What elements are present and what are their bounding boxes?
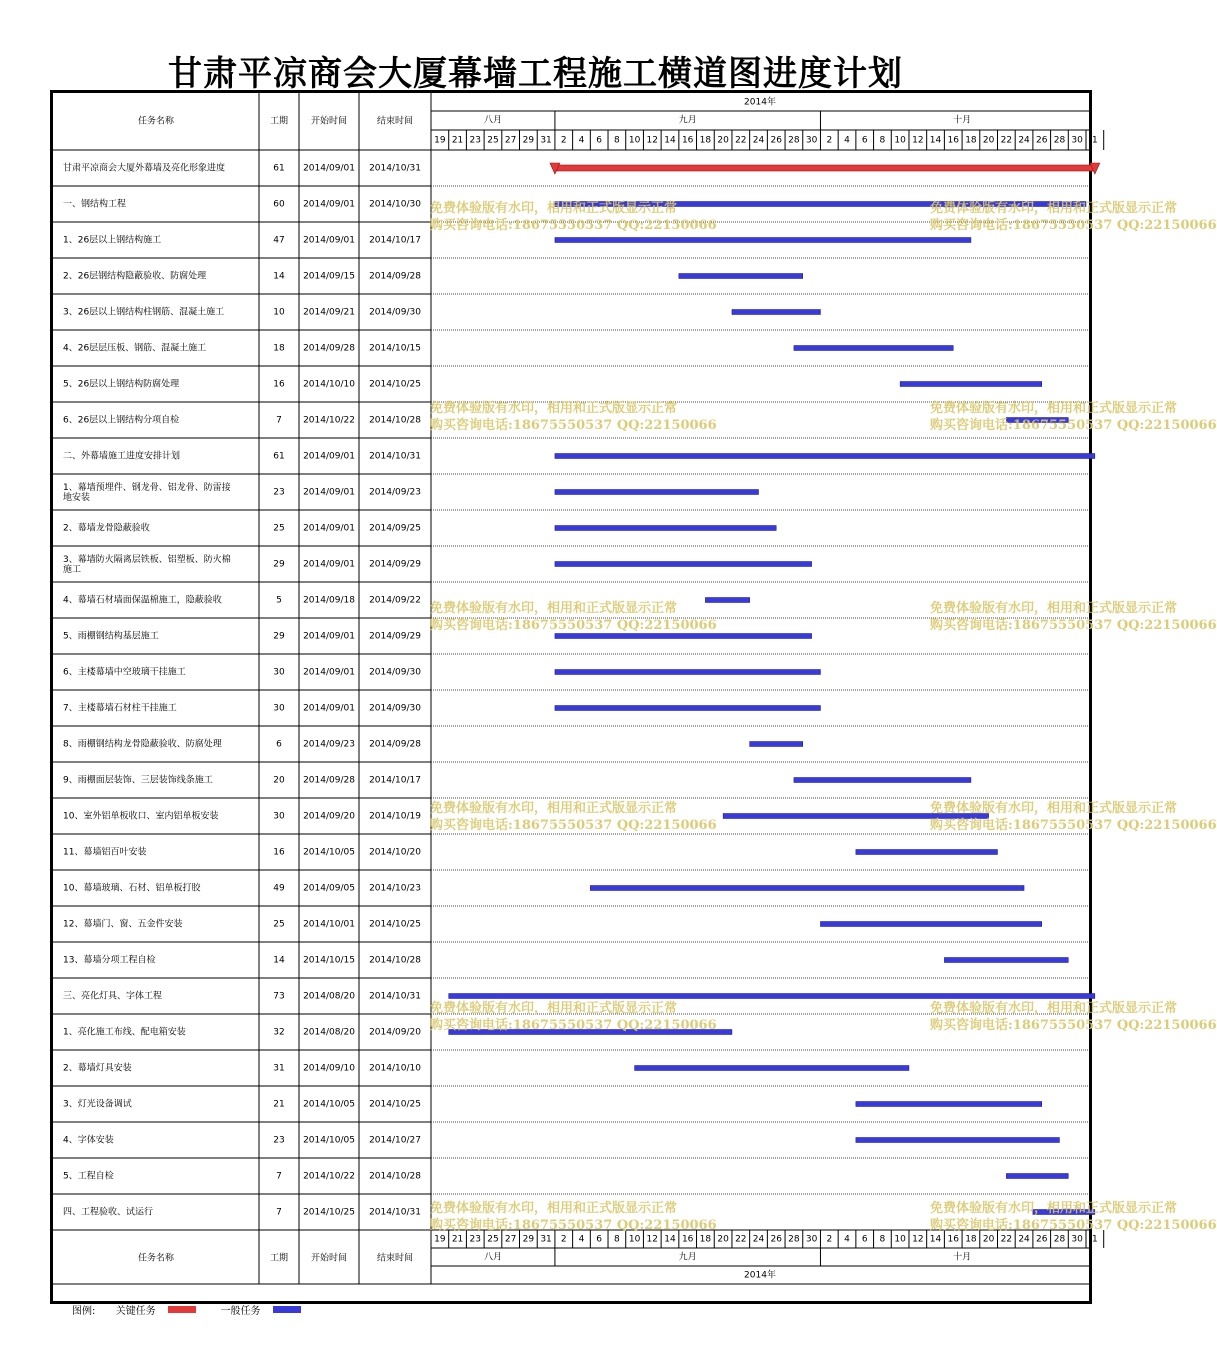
task-duration-20: 49	[273, 883, 285, 894]
footer-day-tick-7: 2	[560, 1234, 567, 1245]
watermark-line-2: 购买咨询电话:18675550537 QQ:22150066	[930, 818, 1217, 833]
footer-day-tick-22: 2	[826, 1234, 833, 1245]
task-end-23: 2014/10/31	[369, 991, 421, 1002]
footer-day-tick-14: 16	[681, 1234, 694, 1245]
task-bar-10	[555, 526, 776, 531]
task-duration-26: 21	[273, 1099, 285, 1110]
task-start-14: 2014/09/01	[303, 667, 355, 678]
task-bar-8	[555, 454, 1095, 459]
footer-day-tick-35: 28	[1053, 1234, 1066, 1245]
task-bar-17	[794, 778, 971, 783]
task-name-2: 1、26层以上钢结构施工	[63, 235, 162, 246]
footer-year: 2014年	[744, 1270, 776, 1281]
month-label-2: 十月	[953, 115, 972, 126]
task-start-4: 2014/09/21	[303, 307, 355, 318]
task-end-15: 2014/09/30	[369, 703, 421, 714]
task-duration-13: 29	[273, 631, 285, 642]
footer-month-label-2: 十月	[953, 1252, 972, 1263]
task-bar-29	[1033, 1210, 1095, 1215]
footer-day-tick-29: 16	[947, 1234, 959, 1245]
watermark-line-2: 购买咨询电话:18675550537 QQ:22150066	[930, 618, 1217, 633]
day-tick-19: 26	[770, 135, 782, 146]
task-duration-19: 16	[273, 847, 285, 858]
watermark-line-1: 免费体验版有水印，相用和正式版显示正常	[930, 1001, 1178, 1016]
day-tick-31: 20	[982, 135, 995, 146]
task-start-9: 2014/09/01	[303, 487, 355, 498]
task-bar-7	[1006, 418, 1068, 423]
task-bar-5	[794, 346, 953, 351]
task-duration-3: 14	[273, 271, 285, 282]
day-tick-3: 25	[487, 135, 499, 146]
footer-day-tick-3: 25	[487, 1234, 499, 1245]
footer-day-tick-2: 23	[469, 1234, 481, 1245]
task-duration-11: 29	[273, 559, 285, 570]
task-name-0: 甘肃平凉商会大厦外幕墙及亮化形象进度	[63, 163, 226, 174]
footer-day-tick-33: 24	[1018, 1234, 1030, 1245]
task-end-26: 2014/10/25	[369, 1099, 421, 1110]
task-duration-18: 30	[273, 811, 285, 822]
task-start-25: 2014/09/10	[303, 1063, 355, 1074]
day-tick-35: 28	[1053, 135, 1066, 146]
task-end-16: 2014/09/28	[369, 739, 421, 750]
footer-start-date: 开始时间	[310, 1253, 348, 1264]
task-end-18: 2014/10/19	[369, 811, 421, 822]
watermark-line-1: 免费体验版有水印，相用和正式版显示正常	[430, 601, 678, 616]
watermark-line-1: 免费体验版有水印，相用和正式版显示正常	[430, 801, 678, 816]
task-bar-20	[590, 886, 1024, 891]
footer-day-tick-0: 19	[434, 1234, 446, 1245]
legend-critical-label: 关键任务	[115, 1306, 156, 1317]
task-name-7: 6、26层以上钢结构分项自检	[63, 415, 180, 426]
day-tick-33: 24	[1018, 135, 1030, 146]
day-tick-13: 14	[664, 135, 676, 146]
task-start-0: 2014/09/01	[303, 163, 355, 174]
task-duration-7: 7	[276, 415, 282, 426]
task-name-14: 6、主楼幕墙中空玻璃干挂施工	[63, 667, 186, 678]
task-start-17: 2014/09/28	[303, 775, 355, 786]
task-duration-27: 23	[273, 1135, 285, 1146]
day-tick-8: 4	[578, 135, 585, 146]
task-start-3: 2014/09/15	[303, 271, 355, 282]
footer-day-tick-17: 22	[735, 1234, 747, 1245]
gantt-frame	[50, 90, 1098, 1304]
task-duration-29: 7	[276, 1207, 282, 1218]
header-year: 2014年	[744, 97, 776, 108]
footer-day-tick-36: 30	[1071, 1234, 1083, 1245]
task-name-8: 二、外幕墙施工进度安排计划	[63, 451, 181, 462]
task-name-22: 13、幕墙分项工程自检	[63, 955, 156, 966]
task-end-13: 2014/09/29	[369, 631, 421, 642]
month-label-1: 九月	[678, 115, 697, 126]
task-bar-6	[900, 382, 1042, 387]
task-start-15: 2014/09/01	[303, 703, 355, 714]
footer-day-tick-19: 26	[770, 1234, 782, 1245]
footer-day-tick-24: 6	[861, 1234, 868, 1245]
task-start-21: 2014/10/01	[303, 919, 355, 930]
task-bar-0	[555, 165, 1095, 171]
task-bar-28	[1006, 1174, 1068, 1179]
legend-normal-label: 一般任务	[220, 1306, 261, 1317]
task-start-20: 2014/09/05	[303, 883, 355, 894]
task-start-8: 2014/09/01	[303, 451, 355, 462]
task-bar-22	[944, 958, 1068, 963]
task-duration-14: 30	[273, 667, 285, 678]
day-tick-21: 30	[805, 135, 818, 146]
task-end-28: 2014/10/28	[369, 1171, 421, 1182]
task-end-9: 2014/09/23	[369, 487, 421, 498]
task-name-13: 5、雨棚钢结构基层施工	[63, 631, 159, 642]
day-tick-26: 10	[894, 135, 906, 146]
legend-label: 图例:	[72, 1306, 96, 1317]
watermark-line-1: 免费体验版有水印，相用和正式版显示正常	[430, 1001, 678, 1016]
footer-day-tick-21: 30	[805, 1234, 818, 1245]
task-bar-18	[723, 814, 989, 819]
day-tick-17: 22	[735, 135, 747, 146]
day-tick-28: 14	[929, 135, 942, 146]
footer-month-label-1: 九月	[678, 1252, 697, 1263]
task-bar-1	[555, 202, 1086, 207]
task-end-3: 2014/09/28	[369, 271, 421, 282]
task-end-29: 2014/10/31	[369, 1207, 421, 1218]
task-duration-22: 14	[273, 955, 285, 966]
footer-day-tick-37: 1	[1091, 1234, 1098, 1245]
day-tick-5: 29	[522, 135, 535, 146]
task-bar-27	[856, 1138, 1060, 1143]
day-tick-34: 26	[1036, 135, 1048, 146]
task-duration-8: 61	[273, 451, 285, 462]
task-name-12: 4、幕墙石材墙面保温棉施工，隐蔽验收	[63, 595, 222, 606]
task-end-24: 2014/09/20	[369, 1027, 421, 1038]
day-tick-9: 6	[596, 135, 603, 146]
watermark-line-2: 购买咨询电话:18675550537 QQ:22150066	[430, 1218, 717, 1233]
footer-day-tick-18: 24	[752, 1234, 765, 1245]
day-tick-0: 19	[434, 135, 446, 146]
day-tick-7: 2	[560, 135, 567, 146]
day-tick-14: 16	[681, 135, 694, 146]
legend-critical-swatch	[168, 1306, 196, 1313]
day-tick-22: 2	[826, 135, 833, 146]
day-tick-29: 16	[947, 135, 959, 146]
task-end-7: 2014/10/28	[369, 415, 421, 426]
task-duration-15: 30	[273, 703, 285, 714]
watermark-line-2: 购买咨询电话:18675550537 QQ:22150066	[430, 818, 717, 833]
watermark-line-2: 购买咨询电话:18675550537 QQ:22150066	[930, 1218, 1217, 1233]
footer-day-tick-30: 18	[965, 1234, 977, 1245]
task-bar-19	[856, 850, 998, 855]
header-end-date: 结束时间	[376, 116, 414, 127]
task-bar-3	[679, 274, 803, 279]
task-name-3: 2、26层钢结构隐蔽验收、防腐处理	[63, 271, 207, 282]
watermark-line-1: 免费体验版有水印，相用和正式版显示正常	[930, 601, 1178, 616]
task-end-5: 2014/10/15	[369, 343, 421, 354]
day-tick-11: 10	[628, 135, 641, 146]
footer-day-tick-31: 20	[982, 1234, 995, 1245]
day-tick-10: 8	[614, 135, 620, 146]
footer-day-tick-20: 28	[788, 1234, 800, 1245]
task-duration-6: 16	[273, 379, 285, 390]
task-name-9: 1、幕墙预埋件、钢龙骨、铝龙骨、防雷接地安装	[63, 482, 231, 503]
task-bar-15	[555, 706, 821, 711]
task-duration-5: 18	[273, 343, 285, 354]
task-end-2: 2014/10/17	[369, 235, 421, 246]
task-start-13: 2014/09/01	[303, 631, 355, 642]
task-name-18: 10、室外铝单板收口、室内铝单板安装	[63, 811, 219, 822]
task-bar-9	[555, 490, 759, 495]
footer-day-tick-5: 29	[522, 1234, 535, 1245]
day-tick-24: 6	[861, 135, 868, 146]
task-bar-13	[555, 634, 812, 639]
day-tick-32: 22	[1000, 135, 1013, 146]
task-bar-16	[750, 742, 803, 747]
watermark-line-2: 购买咨询电话:18675550537 QQ:22150066	[930, 418, 1217, 433]
day-tick-20: 28	[788, 135, 800, 146]
task-duration-21: 25	[273, 919, 285, 930]
task-name-1: 一、钢结构工程	[63, 199, 127, 210]
task-duration-24: 32	[273, 1027, 285, 1038]
footer-day-tick-23: 4	[844, 1234, 850, 1245]
watermark-line-2: 购买咨询电话:18675550537 QQ:22150066	[930, 1018, 1217, 1033]
task-start-23: 2014/08/20	[303, 991, 355, 1002]
task-end-6: 2014/10/25	[369, 379, 421, 390]
task-bar-21	[820, 922, 1041, 927]
page-title: 甘肃平凉商会大厦幕墙工程施工横道图进度计划	[168, 54, 903, 94]
task-start-5: 2014/09/28	[303, 343, 355, 354]
footer-day-tick-26: 10	[894, 1234, 906, 1245]
task-end-17: 2014/10/17	[369, 775, 421, 786]
watermark-line-2: 购买咨询电话:18675550537 QQ:22150066	[430, 218, 717, 233]
watermark-line-2: 购买咨询电话:18675550537 QQ:22150066	[430, 618, 717, 633]
task-name-23: 三、亮化灯具、字体工程	[63, 991, 163, 1002]
task-end-0: 2014/10/31	[369, 163, 421, 174]
task-start-2: 2014/09/01	[303, 235, 355, 246]
day-tick-27: 12	[912, 135, 924, 146]
task-bar-11	[555, 562, 812, 567]
day-tick-6: 31	[540, 135, 552, 146]
task-start-28: 2014/10/22	[303, 1171, 355, 1182]
day-tick-2: 23	[469, 135, 481, 146]
day-tick-37: 1	[1091, 135, 1098, 146]
day-tick-36: 30	[1071, 135, 1083, 146]
day-tick-18: 24	[752, 135, 765, 146]
task-end-4: 2014/09/30	[369, 307, 421, 318]
watermark-line-2: 购买咨询电话:18675550537 QQ:22150066	[930, 218, 1217, 233]
watermark-line-1: 免费体验版有水印，相用和正式版显示正常	[930, 801, 1178, 816]
footer-day-tick-13: 14	[664, 1234, 676, 1245]
day-tick-30: 18	[965, 135, 977, 146]
task-name-19: 11、幕墙铝百叶安装	[63, 847, 147, 858]
task-duration-2: 47	[273, 235, 285, 246]
footer-day-tick-8: 4	[578, 1234, 585, 1245]
task-end-25: 2014/10/10	[369, 1063, 421, 1074]
task-start-12: 2014/09/18	[303, 595, 355, 606]
footer-day-tick-16: 20	[717, 1234, 729, 1245]
task-end-21: 2014/10/25	[369, 919, 421, 930]
header-start-date: 开始时间	[310, 116, 348, 127]
task-name-5: 4、26层层压板、钢筋、混凝土施工	[63, 343, 207, 354]
task-start-22: 2014/10/15	[303, 955, 355, 966]
day-tick-12: 12	[646, 135, 659, 146]
footer-day-tick-32: 22	[1000, 1234, 1013, 1245]
footer-end-date: 结束时间	[376, 1253, 414, 1264]
task-name-10: 2、幕墙龙骨隐蔽验收	[63, 523, 150, 534]
watermark-line-1: 免费体验版有水印，相用和正式版显示正常	[430, 1201, 678, 1216]
task-duration-12: 5	[276, 595, 282, 606]
task-bar-25	[635, 1066, 909, 1071]
header-task-name: 任务名称	[137, 116, 175, 127]
task-duration-0: 61	[273, 163, 285, 174]
task-bar-2	[555, 238, 971, 243]
watermark-line-1: 免费体验版有水印，相用和正式版显示正常	[930, 201, 1178, 216]
task-bar-14	[555, 670, 821, 675]
task-bar-23	[449, 994, 1095, 999]
header-duration: 工期	[269, 116, 289, 127]
task-duration-10: 25	[273, 523, 285, 534]
task-start-26: 2014/10/05	[303, 1099, 355, 1110]
footer-day-tick-1: 21	[451, 1234, 464, 1245]
task-start-11: 2014/09/01	[303, 559, 355, 570]
footer-day-tick-25: 8	[879, 1234, 886, 1245]
task-name-27: 4、字体安装	[63, 1135, 114, 1146]
task-name-26: 3、灯光设备调试	[63, 1099, 132, 1110]
day-tick-1: 21	[451, 135, 464, 146]
watermark-line-1: 免费体验版有水印，相用和正式版显示正常	[430, 201, 678, 216]
task-start-10: 2014/09/01	[303, 523, 355, 534]
watermark-line-1: 免费体验版有水印，相用和正式版显示正常	[930, 1201, 1178, 1216]
task-start-7: 2014/10/22	[303, 415, 355, 426]
footer-day-tick-4: 27	[504, 1234, 517, 1245]
footer-day-tick-34: 26	[1036, 1234, 1048, 1245]
task-bar-4	[732, 310, 821, 315]
task-duration-17: 20	[273, 775, 285, 786]
footer-day-tick-27: 12	[912, 1234, 924, 1245]
footer-day-tick-6: 31	[540, 1234, 552, 1245]
footer-duration: 工期	[269, 1253, 289, 1264]
day-tick-23: 4	[844, 135, 850, 146]
task-duration-9: 23	[273, 487, 285, 498]
task-start-24: 2014/08/20	[303, 1027, 355, 1038]
task-name-17: 9、雨棚面层装饰、三层装饰线条施工	[63, 775, 213, 786]
task-name-21: 12、幕墙门、窗、五金件安装	[63, 919, 183, 930]
task-duration-4: 10	[273, 307, 285, 318]
task-bar-12	[705, 598, 749, 603]
task-end-27: 2014/10/27	[369, 1135, 421, 1146]
task-name-4: 3、26层以上钢结构柱钢筋、混凝土施工	[63, 307, 225, 318]
month-label-0: 八月	[483, 115, 502, 126]
task-end-12: 2014/09/22	[369, 595, 421, 606]
footer-day-tick-12: 12	[646, 1234, 659, 1245]
task-name-6: 5、26层以上钢结构防腐处理	[63, 379, 180, 390]
task-end-1: 2014/10/30	[369, 199, 421, 210]
task-start-1: 2014/09/01	[303, 199, 355, 210]
watermark-line-1: 免费体验版有水印，相用和正式版显示正常	[930, 401, 1178, 416]
task-start-16: 2014/09/23	[303, 739, 355, 750]
task-name-15: 7、主楼幕墙石材柱干挂施工	[63, 703, 177, 714]
footer-day-tick-15: 18	[699, 1234, 712, 1245]
watermark-line-2: 购买咨询电话:18675550537 QQ:22150066	[430, 1018, 717, 1033]
task-end-14: 2014/09/30	[369, 667, 421, 678]
task-bar-26	[856, 1102, 1042, 1107]
task-duration-25: 31	[273, 1063, 285, 1074]
task-end-8: 2014/10/31	[369, 451, 421, 462]
day-tick-16: 20	[717, 135, 729, 146]
task-name-24: 1、亮化施工布线、配电箱安装	[63, 1027, 186, 1038]
task-name-11: 3、幕墙防火隔离层铁板、铝塑板、防火棉施工	[63, 554, 231, 575]
watermark-line-2: 购买咨询电话:18675550537 QQ:22150066	[430, 418, 717, 433]
task-duration-23: 73	[273, 991, 285, 1002]
legend-normal-swatch	[273, 1306, 301, 1313]
task-end-11: 2014/09/29	[369, 559, 421, 570]
task-start-27: 2014/10/05	[303, 1135, 355, 1146]
task-duration-16: 6	[276, 739, 282, 750]
day-tick-15: 18	[699, 135, 712, 146]
task-bar-24	[449, 1030, 732, 1035]
day-tick-25: 8	[879, 135, 886, 146]
task-name-16: 8、雨棚钢结构龙骨隐蔽验收、防腐处理	[63, 739, 222, 750]
task-start-29: 2014/10/25	[303, 1207, 355, 1218]
footer-day-tick-11: 10	[628, 1234, 641, 1245]
task-name-29: 四、工程验收、试运行	[63, 1207, 154, 1218]
task-name-25: 2、幕墙灯具安装	[63, 1063, 132, 1074]
footer-day-tick-9: 6	[596, 1234, 603, 1245]
task-end-20: 2014/10/23	[369, 883, 421, 894]
task-start-19: 2014/10/05	[303, 847, 355, 858]
footer-task-name: 任务名称	[137, 1253, 175, 1264]
task-duration-1: 60	[273, 199, 285, 210]
day-tick-4: 27	[504, 135, 517, 146]
footer-month-label-0: 八月	[483, 1252, 502, 1263]
task-duration-28: 7	[276, 1171, 282, 1182]
watermark-line-1: 免费体验版有水印，相用和正式版显示正常	[430, 401, 678, 416]
task-start-18: 2014/09/20	[303, 811, 355, 822]
footer-day-tick-28: 14	[929, 1234, 942, 1245]
task-start-6: 2014/10/10	[303, 379, 355, 390]
task-end-22: 2014/10/28	[369, 955, 421, 966]
task-name-28: 5、工程自检	[63, 1171, 114, 1182]
task-name-20: 10、幕墙玻璃、石材、铝单板打胶	[63, 883, 201, 894]
footer-day-tick-10: 8	[614, 1234, 620, 1245]
gantt-chart	[53, 93, 1098, 1301]
legend	[72, 1302, 301, 1316]
task-end-19: 2014/10/20	[369, 847, 421, 858]
task-end-10: 2014/09/25	[369, 523, 421, 534]
